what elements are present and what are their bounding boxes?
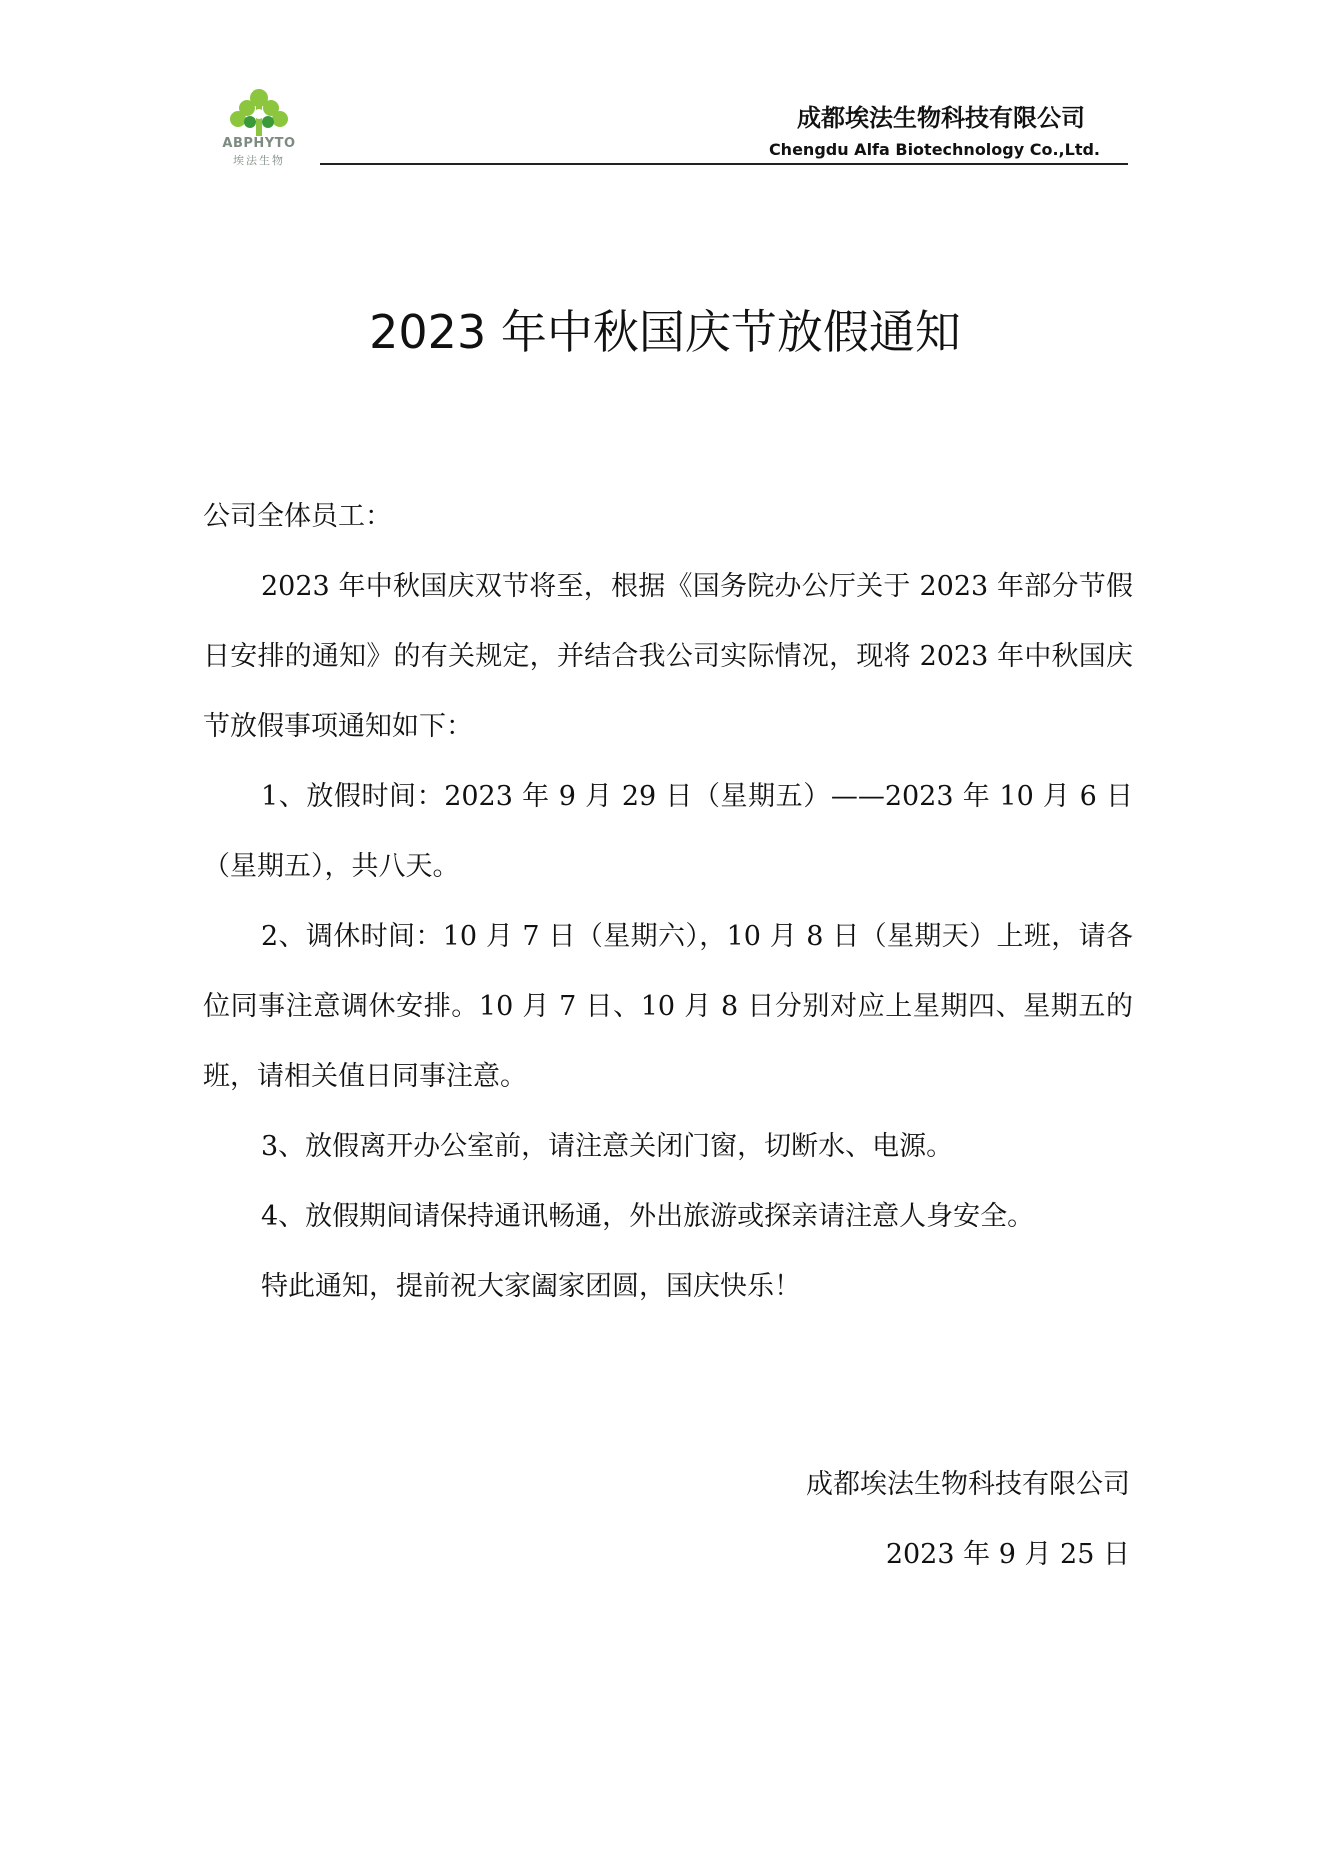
paragraph-shift-work: 2、调休时间：10 月 7 日（星期六），10 月 8 日（星期天）上班，请各位同事注意调休安排。10 月 7 日、10 月 8 日分别对应上星期四、星期五的班，请相关值日同事注意。 [203,921,1133,1092]
header-company-name-cn: 成都埃法生物科技有限公司 [797,104,1085,132]
header-divider [320,163,1128,165]
logo-text-cn: 埃法生物 [233,154,285,167]
paragraph-travel-safety: 4、放假期间请保持通讯畅通，外出旅游或探亲请注意人身安全。 [261,1201,1035,1232]
document-title: 2023 年中秋国庆节放假通知 [369,305,961,359]
tree-logo-icon [204,86,314,138]
paragraph-office-safety: 3、放假离开办公室前，请注意关闭门窗，切断水、电源。 [261,1131,954,1162]
logo-text-en: ABPHYTO [222,136,296,151]
signature-date: 2023 年 9 月 25 日 [885,1539,1130,1570]
header-company-name-en: Chengdu Alfa Biotechnology Co.,Ltd. [768,140,1100,159]
notice-body [203,552,1133,1322]
salutation: 公司全体员工： [203,501,392,532]
paragraph-closing: 特此通知，提前祝大家阖家团圆，国庆快乐！ [261,1271,801,1302]
paragraph-intro: 2023 年中秋国庆双节将至，根据《国务院办公厅关于 2023 年部分节假日安排的通知》的有关规定，并结合我公司实际情况，现将 2023 年中秋国庆节放假事项通知如下： [203,571,1133,742]
paragraph-holiday-time: 1、放假时间：2023 年 9 月 29 日（星期五）——2023 年 10 月 6 日（星期五），共八天。 [203,781,1133,882]
company-logo [204,86,314,176]
signature-company: 成都埃法生物科技有限公司 [806,1469,1130,1500]
